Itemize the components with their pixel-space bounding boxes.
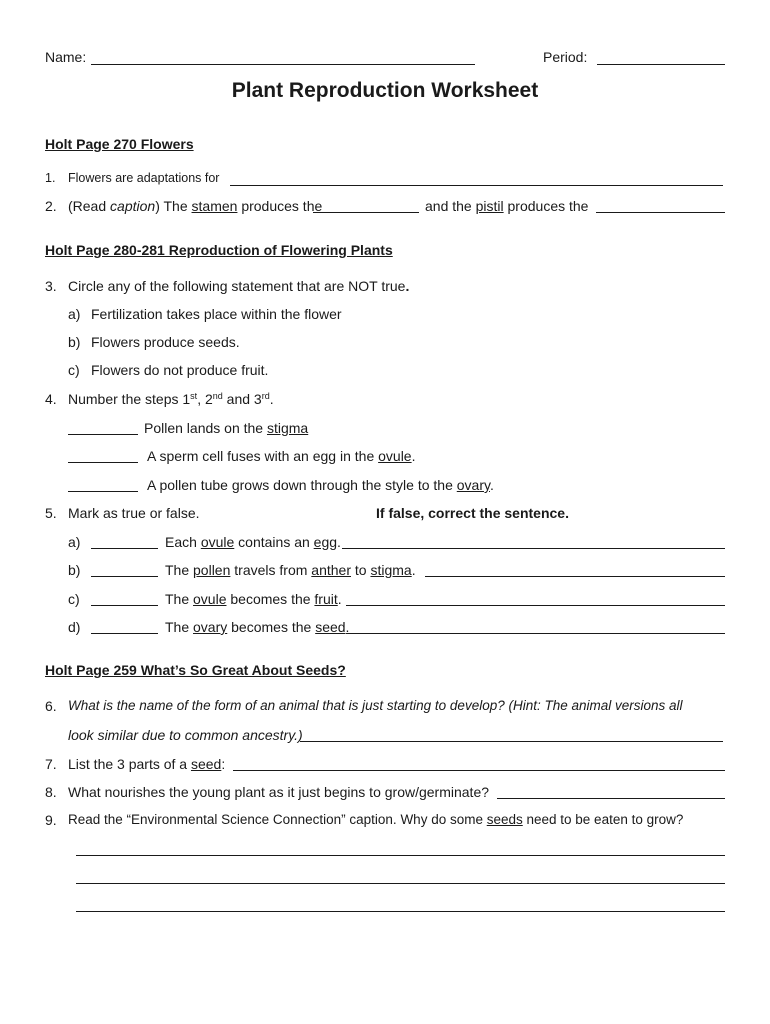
q5c-letter: c) [68, 591, 80, 607]
q6-number: 6. [45, 698, 57, 714]
q1-text: Flowers are adaptations for [68, 171, 220, 185]
q1-blank[interactable] [230, 185, 723, 186]
q2-text-part2: and the pistil produces the [425, 198, 589, 214]
q4-step3-blank[interactable] [68, 491, 138, 492]
q9-answer-line-3[interactable] [76, 911, 725, 912]
q3-option-b[interactable]: Flowers produce seeds. [91, 334, 240, 350]
q1-number: 1. [45, 171, 56, 185]
q6-text-line2: look similar due to common ancestry.) [68, 727, 303, 743]
q7-answer-blank[interactable] [233, 770, 725, 771]
q5b-tf-blank[interactable] [91, 576, 158, 577]
q5a-correction-blank[interactable] [342, 548, 725, 549]
q2-number: 2. [45, 198, 57, 214]
q5d-correction-blank[interactable] [346, 633, 725, 634]
q4-step2: A sperm cell fuses with an egg in the ovule. [147, 448, 416, 464]
name-label: Name: [45, 49, 87, 65]
q7-number: 7. [45, 756, 57, 772]
q5b-statement: The pollen travels from anther to stigma. [165, 562, 416, 578]
q3-option-c-letter: c) [68, 362, 80, 378]
q5c-correction-blank[interactable] [346, 605, 725, 606]
q2-pistil-blank[interactable] [596, 212, 725, 213]
q4-step2-blank[interactable] [68, 462, 138, 463]
q5b-letter: b) [68, 562, 81, 578]
q7-text: List the 3 parts of a seed: [68, 756, 226, 772]
q3-option-c[interactable]: Flowers do not produce fruit. [91, 362, 269, 378]
q3-option-a-letter: a) [68, 306, 81, 322]
q8-answer-blank[interactable] [497, 798, 725, 799]
q5d-tf-blank[interactable] [91, 633, 158, 634]
q3-option-b-letter: b) [68, 334, 81, 350]
q4-step1: Pollen lands on the stigma [144, 420, 309, 436]
q5a-statement: Each ovule contains an egg. [165, 534, 341, 550]
q9-number: 9. [45, 812, 57, 828]
q5-number: 5. [45, 505, 57, 521]
page-title: Plant Reproduction Worksheet [231, 79, 539, 102]
q3-text: Circle any of the following statement that are NOT true. [68, 278, 410, 294]
q3-option-a[interactable]: Fertilization takes place within the flower [91, 306, 342, 322]
q5c-tf-blank[interactable] [91, 605, 158, 606]
q4-step3: A pollen tube grows down through the style to the ovary. [147, 477, 494, 493]
q9-answer-line-2[interactable] [76, 883, 725, 884]
q4-text: Number the steps 1st, 2nd and 3rd. [68, 391, 274, 407]
q3-number: 3. [45, 278, 57, 294]
section-heading-flowers: Holt Page 270 Flowers [45, 136, 194, 152]
q5-text: Mark as true or false. [68, 505, 200, 521]
q5-hint: If false, correct the sentence. [376, 505, 569, 521]
q6-text-line1: What is the name of the form of an animal that is just starting to develop? (Hint: The animal versions all [68, 698, 683, 713]
period-label: Period: [543, 49, 588, 65]
q6-answer-blank[interactable] [300, 741, 723, 742]
period-blank[interactable] [597, 64, 725, 65]
q5c-statement: The ovule becomes the fruit. [165, 591, 342, 607]
q8-text: What nourishes the young plant as it just begins to grow/germinate? [68, 784, 490, 800]
q5d-statement: The ovary becomes the seed. [165, 619, 350, 635]
q9-text: Read the “Environmental Science Connection” caption. Why do some seeds need to be eaten to grow? [68, 812, 684, 827]
q4-step1-blank[interactable] [68, 434, 138, 435]
q5b-correction-blank[interactable] [425, 576, 725, 577]
q2-text-part1: (Read caption) The stamen produces the [68, 198, 323, 214]
section-heading-reproduction: Holt Page 280-281 Reproduction of Flowering Plants [45, 242, 393, 258]
q8-number: 8. [45, 784, 57, 800]
q5a-letter: a) [68, 534, 81, 550]
q5a-tf-blank[interactable] [91, 548, 158, 549]
q9-answer-line-1[interactable] [76, 855, 725, 856]
name-blank[interactable] [91, 64, 475, 65]
q4-number: 4. [45, 391, 57, 407]
q2-stamen-blank[interactable] [313, 212, 419, 213]
q5d-letter: d) [68, 619, 81, 635]
section-heading-seeds: Holt Page 259 What’s So Great About Seeds? [45, 662, 346, 678]
